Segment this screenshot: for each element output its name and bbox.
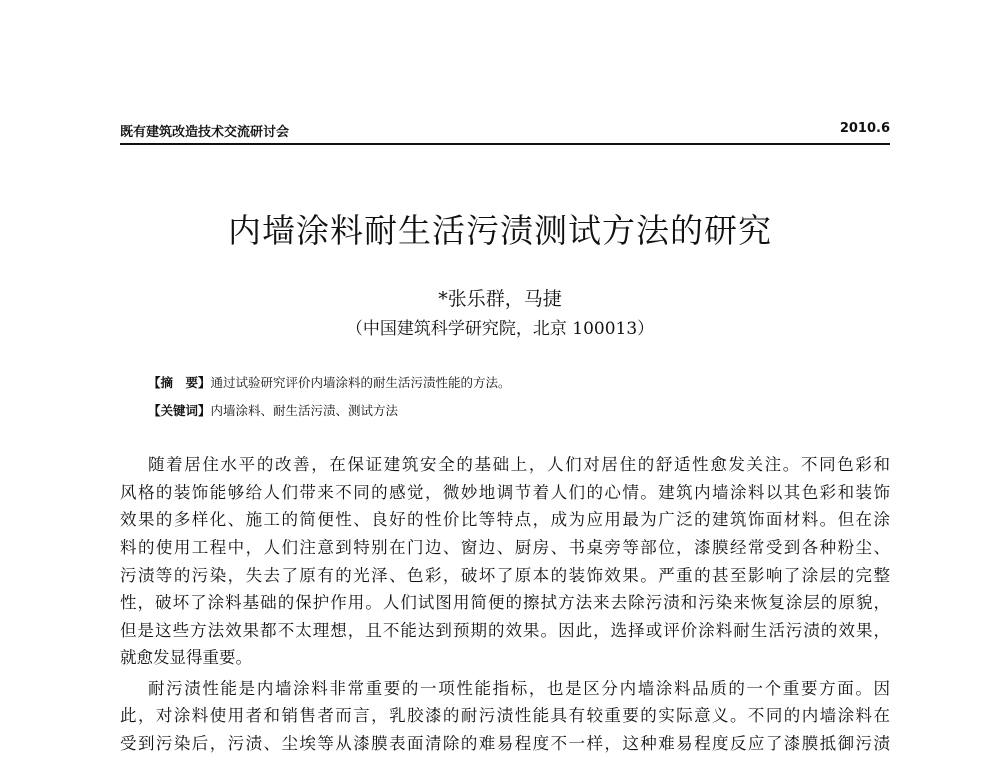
body-line: 效果的多样化、施工的简便性、良好的性价比等特点，成为应用最为广泛的建筑饰面材料。但在涂 [120, 510, 890, 529]
body-line: 随着居住水平的改善，在保证建筑安全的基础上，人们对居住的舒适性愈发关注。不同色彩和 [148, 455, 890, 474]
keywords [148, 401, 398, 419]
keywords-label: 【关键词】 [148, 403, 211, 418]
body-line: 就愈发显得重要。 [120, 648, 252, 667]
keywords-text: 内墙涂料、耐生活污渍、测试方法 [210, 403, 399, 418]
body-line: 但是这些方法效果都不太理想，且不能达到预期的效果。因此，选择或评价涂料耐生活污渍的效果， [120, 621, 890, 640]
abstract [148, 373, 511, 391]
body-line: 风格的装饰能够给人们带来不同的感觉，微妙地调节着人们的心情。建筑内墙涂料以其色彩和装饰 [120, 483, 890, 502]
abstract-text: 通过试验研究评价内墙涂料的耐生活污渍性能的方法。 [210, 375, 511, 390]
affiliation: （中国建筑科学研究院，北京 100013） [345, 319, 655, 339]
body-line: 污渍等的污染，失去了原有的光泽、色彩，破坏了原本的装饰效果。严重的甚至影响了涂层的完整 [120, 566, 890, 585]
running-header-date: 2010.6 [839, 121, 890, 136]
body-line: 性，破坏了涂料基础的保护作用。人们试图用简便的擦拭方法来去除污渍和污染来恢复涂层的原貌， [120, 593, 890, 612]
authors: *张乐群，马捷 [438, 288, 562, 310]
paper-title: 内墙涂料耐生活污渍测试方法的研究 [228, 211, 772, 250]
body-line: 耐污渍性能是内墙涂料非常重要的一项性能指标，也是区分内墙涂料品质的一个重要方面。因 [148, 679, 890, 698]
running-header-title: 既有建筑改造技术交流研讨会 [120, 125, 290, 140]
header-rule [120, 143, 890, 145]
body-line: 料的使用工程中，人们注意到特别在门边、窗边、厨房、书桌旁等部位，漆膜经常受到各种粉尘、 [120, 538, 890, 557]
body-line: 受到污染后，污渍、尘埃等从漆膜表面清除的难易程度不一样，这种难易程度反应了漆膜抵御污渍 [120, 734, 890, 753]
abstract-label: 【摘 要】 [148, 375, 211, 390]
body-line: 此，对涂料使用者和销售者而言，乳胶漆的耐污渍性能具有较重要的实际意义。不同的内墙涂料在 [120, 706, 890, 725]
